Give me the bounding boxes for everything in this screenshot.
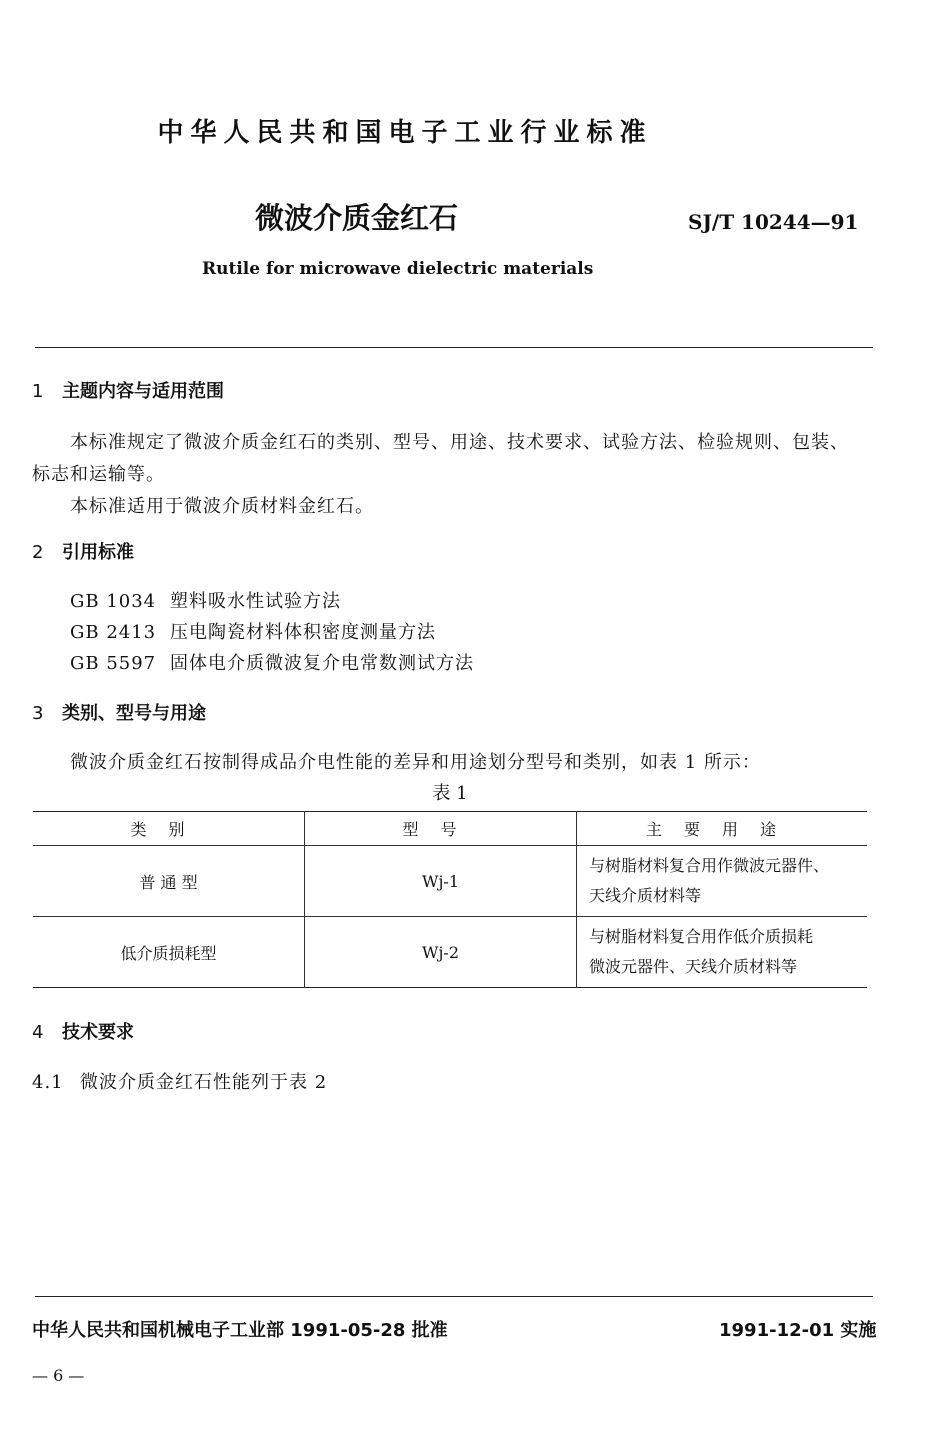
section-title: 技术要求 xyxy=(62,1022,134,1043)
subsection-4-1 xyxy=(32,1068,327,1094)
cell-use-line: 天线介质材料等 xyxy=(589,886,702,905)
cell-model: Wj-2 xyxy=(305,917,577,988)
section-1-paragraph-2: 本标准适用于微波介质材料金红石。 xyxy=(70,496,374,517)
reference-title: 压电陶瓷材料体积密度测量方法 xyxy=(170,622,436,643)
table-row xyxy=(33,917,867,988)
table-header-row xyxy=(33,812,867,846)
reference-item xyxy=(70,618,436,644)
cell-category: 普 通 型 xyxy=(139,872,198,892)
column-header-use: 主要用途 xyxy=(577,812,868,846)
section-1-paragraph-1-line-1: 本标准规定了微波介质金红石的类别、型号、用途、技术要求、试验方法、检验规则、包装、 xyxy=(70,432,849,453)
reference-code: GB 5597 xyxy=(70,653,157,674)
section-1-paragraph-1-line-2: 标志和运输等。 xyxy=(32,464,165,485)
reference-code: GB 1034 xyxy=(70,591,157,612)
section-1-heading xyxy=(32,377,224,403)
column-header-model: 型号 xyxy=(305,812,577,846)
section-number: 3 xyxy=(32,703,44,724)
header-divider xyxy=(35,347,873,348)
reference-title: 固体电介质微波复介电常数测试方法 xyxy=(170,653,474,674)
reference-item xyxy=(70,649,474,675)
section-3-heading xyxy=(32,699,206,725)
implementation-date: 1991-12-01 实施 xyxy=(719,1320,877,1341)
cell-use xyxy=(577,846,868,917)
table-1 xyxy=(33,811,867,988)
approval-statement: 中华人民共和国机械电子工业部 1991-05-28 批准 xyxy=(32,1320,448,1341)
cell-use xyxy=(577,917,868,988)
cell-use-line: 与树脂材料复合用作微波元器件、 xyxy=(589,856,830,875)
section-2-heading xyxy=(32,538,134,564)
standard-category-title: 中华人民共和国电子工业行业标准 xyxy=(157,118,653,148)
reference-item xyxy=(70,587,341,613)
subsection-text: 微波介质金红石性能列于表 2 xyxy=(80,1072,328,1093)
cell-category: 低介质损耗型 xyxy=(120,943,217,963)
page-number: — 6 — xyxy=(32,1366,85,1385)
column-header-category: 类别 xyxy=(130,820,207,839)
section-title: 引用标准 xyxy=(62,542,134,563)
section-title: 类别、型号与用途 xyxy=(62,703,206,724)
cell-model: Wj-1 xyxy=(305,846,577,917)
footer-divider xyxy=(35,1296,873,1297)
cell-use-line: 微波元器件、天线介质材料等 xyxy=(589,957,798,976)
english-title: Rutile for microwave dielectric materials xyxy=(202,259,594,279)
section-3-paragraph: 微波介质金红石按制得成品介电性能的差异和用途划分型号和类别，如表 1 所示： xyxy=(70,752,761,773)
cell-use-line: 与树脂材料复合用作低介质损耗 xyxy=(589,927,814,946)
table-1-caption: 表 1 xyxy=(432,783,468,804)
subsection-number: 4.1 xyxy=(32,1072,64,1093)
section-number: 1 xyxy=(32,381,44,402)
section-title: 主题内容与适用范围 xyxy=(62,381,224,402)
document-title: 微波介质金红石 xyxy=(255,201,459,235)
section-number: 2 xyxy=(32,542,44,563)
reference-title: 塑料吸水性试验方法 xyxy=(170,591,341,612)
section-4-heading xyxy=(32,1018,134,1044)
reference-code: GB 2413 xyxy=(70,622,157,643)
standard-code: SJ/T 10244—91 xyxy=(688,210,859,234)
table-row xyxy=(33,846,867,917)
section-number: 4 xyxy=(32,1022,44,1043)
